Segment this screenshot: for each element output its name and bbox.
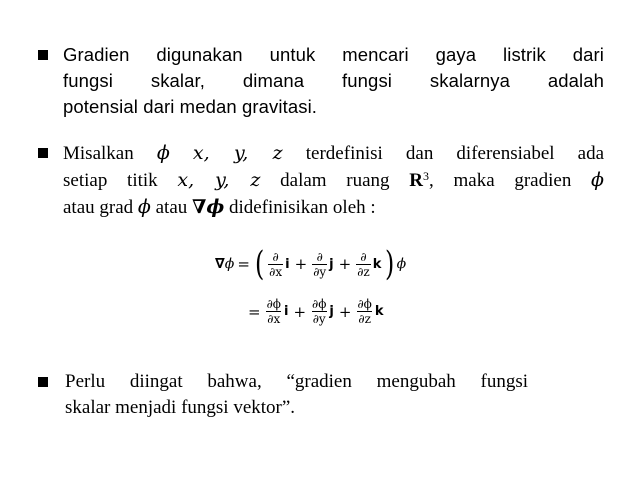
gradient-formula — [215, 244, 455, 345]
numerator: ∂ — [360, 249, 367, 264]
plus-sign: + — [338, 255, 352, 273]
unit-vector-k: k — [374, 304, 384, 319]
text-line: potensial dari medan gravitasi. — [63, 96, 318, 117]
plus-sign: + — [338, 302, 352, 321]
formula-row-2 — [245, 297, 386, 326]
text-run: , maka gradien — [429, 170, 592, 191]
denominator: ∂z — [357, 264, 370, 279]
text-run: dalam ruang — [260, 170, 410, 191]
text-line: fungsi skalar, dimana fungsi skalarnya adalah — [63, 70, 604, 91]
fraction-d-dy — [312, 250, 327, 279]
phi-symbol: ϕ — [396, 256, 407, 272]
square-bullet-icon — [38, 148, 48, 158]
plus-sign: + — [293, 302, 307, 321]
bullet-text — [63, 140, 604, 221]
unit-vector-i: i — [285, 256, 290, 272]
text-run: atau — [150, 197, 193, 218]
bullet-gradient-remark — [38, 369, 528, 421]
fraction-dphi-dz — [356, 297, 372, 326]
numerator: ∂ϕ — [266, 297, 281, 311]
unit-vector-j: j — [329, 304, 334, 319]
phi-symbol: ϕ — [224, 256, 235, 272]
nabla-phi-symbol: ∇ϕ — [192, 196, 225, 218]
text-run: setiap titik — [63, 170, 178, 191]
fraction-d-dx — [268, 250, 283, 279]
square-bullet-icon — [38, 377, 48, 387]
bullet-text — [63, 42, 604, 120]
nabla-symbol: ∇ — [215, 256, 225, 272]
left-paren: ( — [254, 244, 265, 284]
text-line — [63, 167, 604, 194]
fraction-dphi-dy — [311, 297, 327, 326]
text-line: Perlu diingat bahwa, “gradien mengubah fungsi — [65, 371, 528, 392]
denominator: ∂x — [267, 312, 281, 326]
text-line — [63, 194, 604, 221]
variables-xyz: x, y, z — [192, 142, 283, 164]
phi-symbol: ϕ — [137, 196, 151, 218]
denominator: ∂x — [269, 264, 283, 279]
denominator: ∂y — [313, 264, 327, 279]
numerator: ∂ — [316, 249, 323, 264]
plus-sign: + — [294, 255, 308, 273]
formula-row-1 — [215, 244, 407, 284]
text-run — [170, 143, 193, 164]
numerator: ∂ϕ — [312, 297, 327, 311]
numerator: ∂ — [272, 249, 279, 264]
superscript: 3 — [423, 169, 430, 183]
unit-vector-k: k — [372, 256, 382, 272]
bullet-gradient-definition — [38, 140, 604, 221]
numerator: ∂ϕ — [357, 297, 372, 311]
text-run: Misalkan — [63, 143, 157, 164]
variables-xyz: x, y, z — [177, 169, 261, 191]
text-run: atau grad — [63, 197, 138, 218]
text-line — [63, 140, 604, 167]
text-line: skalar menjadi fungsi vektor”. — [65, 397, 296, 418]
unit-vector-i: i — [283, 304, 289, 319]
fraction-dphi-dx — [266, 297, 282, 326]
fraction-d-dz — [356, 250, 371, 279]
text-run: didefinisikan oleh : — [224, 197, 376, 218]
phi-symbol: ϕ — [156, 142, 170, 164]
real-space-symbol: R — [409, 170, 424, 191]
square-bullet-icon — [38, 50, 48, 60]
denominator: ∂z — [358, 312, 371, 326]
unit-vector-j: j — [329, 256, 334, 272]
text-line: Gradien digunakan untuk mencari gaya listrik dari — [63, 44, 604, 65]
denominator: ∂y — [312, 312, 326, 326]
right-paren: ) — [385, 244, 395, 284]
phi-symbol: ϕ — [591, 169, 604, 191]
text-run: terdefinisi dan diferensiabel ada — [282, 143, 605, 164]
equals-sign: = — [248, 302, 261, 321]
bullet-text — [65, 369, 528, 421]
bullet-gradient-usage — [38, 42, 604, 120]
equals-sign: = — [237, 255, 250, 273]
